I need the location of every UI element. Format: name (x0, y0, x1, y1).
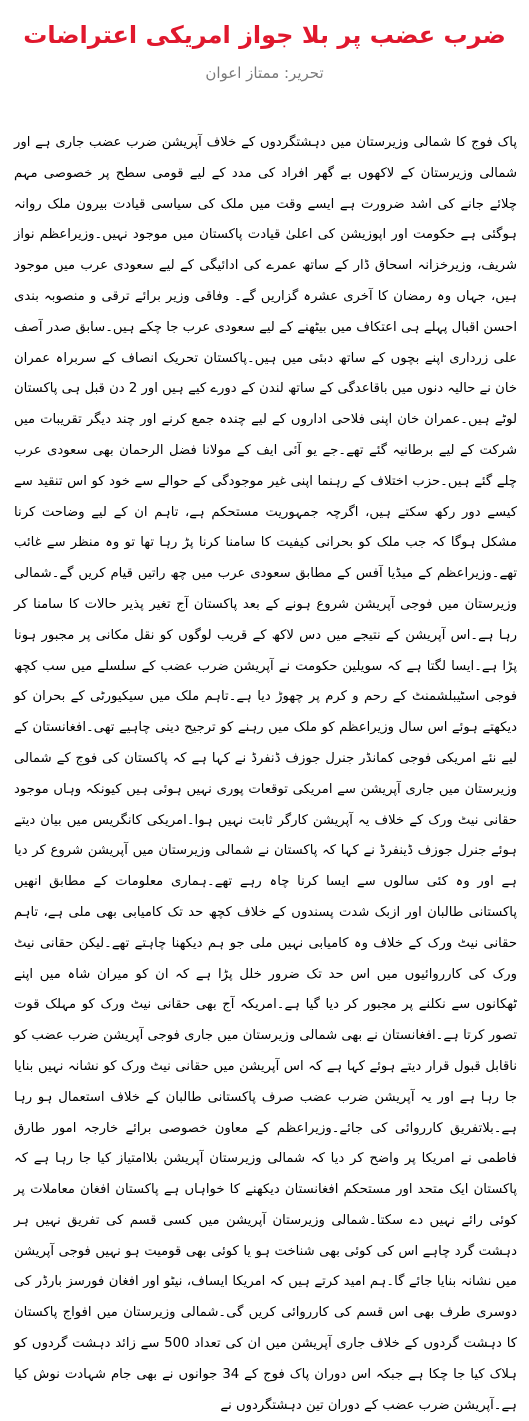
article-body (14, 128, 517, 1413)
article-byline: تحریر: ممتاز اعوان (205, 64, 324, 82)
article-title: ضرب عضب پر بلا جواز امریکی اعتراضات (23, 21, 506, 49)
article-paragraph: پاک فوج کا شمالی وزیرستان میں دہشتگردوں کے خلاف آپریشن ضرب عضب جاری ہے اور شمالی وزیرستان کے لاکھوں بے گھر افراد کی مدد کے لیے قومی سطح پر خصوصی مہم چلائے جانے کی اشد ضرورت ہے ایسے وقت میں ملک کی سیاسی قیادت بیرون ملک روانہ ہوگئی ہے حکومت اور اپوزیشن کی اعلیٰ قیادت پاکستان میں موجود نہیں۔وزیراعظم نواز شریف، وزیرخزانہ اسحاق ڈار کے ساتھ عمرے کی ادائیگی کے لیے سعودی عرب میں موجود ہیں، جہاں وہ رمضان کا آخری عشرہ گزاریں گے۔ وفاقی وزیر برائے ترقی و منصوبہ بندی احسن اقبال پہلے ہی اعتکاف میں بیٹھنے کے لیے سعودی عرب جا چکے ہیں۔سابق صدر آصف علی زرداری اپنے بچوں کے ساتھ دبئی میں ہیں۔پاکستان تحریک انصاف کے سربراہ عمران خان نے حالیہ دنوں میں باقاعدگی کے ساتھ لندن کے دورے کیے ہیں اور 2 دن قبل ہی پاکستان لوٹے ہیں۔عمران خان اپنی فلاحی اداروں کے لیے چندہ جمع کرنے اور چند دیگر تقریبات میں شرکت کے لیے برطانیہ گئے تھے۔جے یو آئی ایف کے مولانا فضل الرحمان بھی سعودی عرب چلے گئے ہیں۔حزب اختلاف کے رہنما اپنی غیر موجودگی کے حوالے سے خود کو اس تنقید سے کیسے دور رکھ سکتے ہیں، اگرچہ جمہوریت مستحکم ہے، تاہم ان کے لیے وضاحت کرنا مشکل ہوگا کہ جب ملک کو بحرانی کیفیت کا سامنا کرنا پڑ رہا تھا تو وہ منظر سے غائب تھے۔وزیراعظم کے میڈیا آفس کے مطابق سعودی عرب میں چھ راتیں قیام کریں گے۔شمالی وزیرستان میں فوجی آپریشن شروع ہونے کے بعد پاکستان آج تغیر پذیر حالات کا سامنا کر رہا ہے۔اس آپریشن کے نتیجے میں دس لاکھ کے قریب لوگوں کو نقل مکانی پر مجبور ہونا پڑا ہے۔ایسا لگتا ہے کہ سویلین حکومت نے آپریشن ضرب عضب کے سلسلے میں سب کچھ فوجی اسٹیبلشمنٹ کے رحم و کرم پر چھوڑ دیا ہے۔تاہم ملک میں سیکیورٹی کے بحران کو دیکھتے ہوئے اس سال وزیراعظم کو ملک میں رہنے کو ترجیح دینی چاہیے تھی۔افغانستان کے لیے نئے امریکی فوجی کمانڈر جنرل جوزف ڈنفرڈ نے کہا ہے کہ پاکستان کی فوج کے شمالی وزیرستان میں جاری آپریشن سے امریکی توقعات پوری نہیں ہوئی ہیں کیونکہ وہاں موجود حقانی نیٹ ورک کے خلاف یہ آپریشن کارگر ثابت نہیں ہوا۔امریکی کانگریس میں بیان دیتے ہوئے جنرل جوزف ڈینفرڈ نے کہا کہ پاکستان نے شمالی وزیرستان میں آپریشن شروع کر دیا ہے اور وہ کئی سالوں سے ایسا کرنا چاہ رہے تھے۔ہماری معلومات کے مطابق انھیں پاکستانی طالبان اور ازبک شدت پسندوں کے خلاف کچھ حد تک کامیابی بھی ملی ہے، تاہم حقانی نیٹ ورک کے خلاف وہ کامیابی نہیں ملی جو ہم دیکھنا چاہتے تھے۔لیکن حقانی نیٹ ورک کی کارروائیوں میں اس حد تک ضرور خلل پڑا ہے کہ ان کو میران شاہ میں اپنے ٹھکانوں سے نکلنے پر مجبور کر دیا گیا ہے۔امریکہ آج بھی حقانی نیٹ ورک کو مہلک قوت تصور کرتا ہے۔افغانستان نے بھی شمالی وزیرستان میں جاری فوجی آپریشن ضرب عضب کو ناقابل قبول قرار دیتے ہوئے کہا ہے کہ اس آپریشن میں حقانی نیٹ ورک کو نشانہ نہیں بنایا جا رہا ہے اور یہ آپریشن ضرب عضب صرف پاکستانی طالبان کے خلاف استعمال ہو رہا ہے۔بلاتفریق کارروائی کی جائے۔وزیراعظم کے معاون خصوصی برائے خارجہ امور طارق فاطمی نے امریکا پر واضح کر دیا کہ شمالی وزیرستان آپریشن بلاامتیاز کیا جا رہا ہے کہ پاکستان ایک متحد اور مستحکم افغانستان دیکھنے کا خواہاں ہے پاکستان افغان معاملات پر کوئی رائے نہیں دے سکتا۔شمالی وزیرستان آپریشن میں کسی قسم کی تفریق نہیں ہر دہشت گرد چاہے اس کی کوئی بھی شناخت ہو یا کوئی بھی قومیت ہو نہیں فوجی آپریشن میں نشانہ بنایا جائے گا۔ہم امید کرتے ہیں کہ امریکا ایساف، نیٹو اور افغان فورسز بارڈر کی دوسری طرف بھی اس قسم کی کارروائی کریں گی۔شمالی وزیرستان میں افواج پاکستان کا دہشت گردوں کے خلاف جاری آپریشن میں ان کی تعداد 500 سے زائد دہشت گردوں کو ہلاک کیا جا چکا ہے جبکہ اس دوران پاک فوج کے 34 جوانوں نے بھی جام شہادت نوش کیا ہے۔آپریشن ضرب عضب کے دوران تین دہشتگردوں نے (14, 135, 517, 1413)
